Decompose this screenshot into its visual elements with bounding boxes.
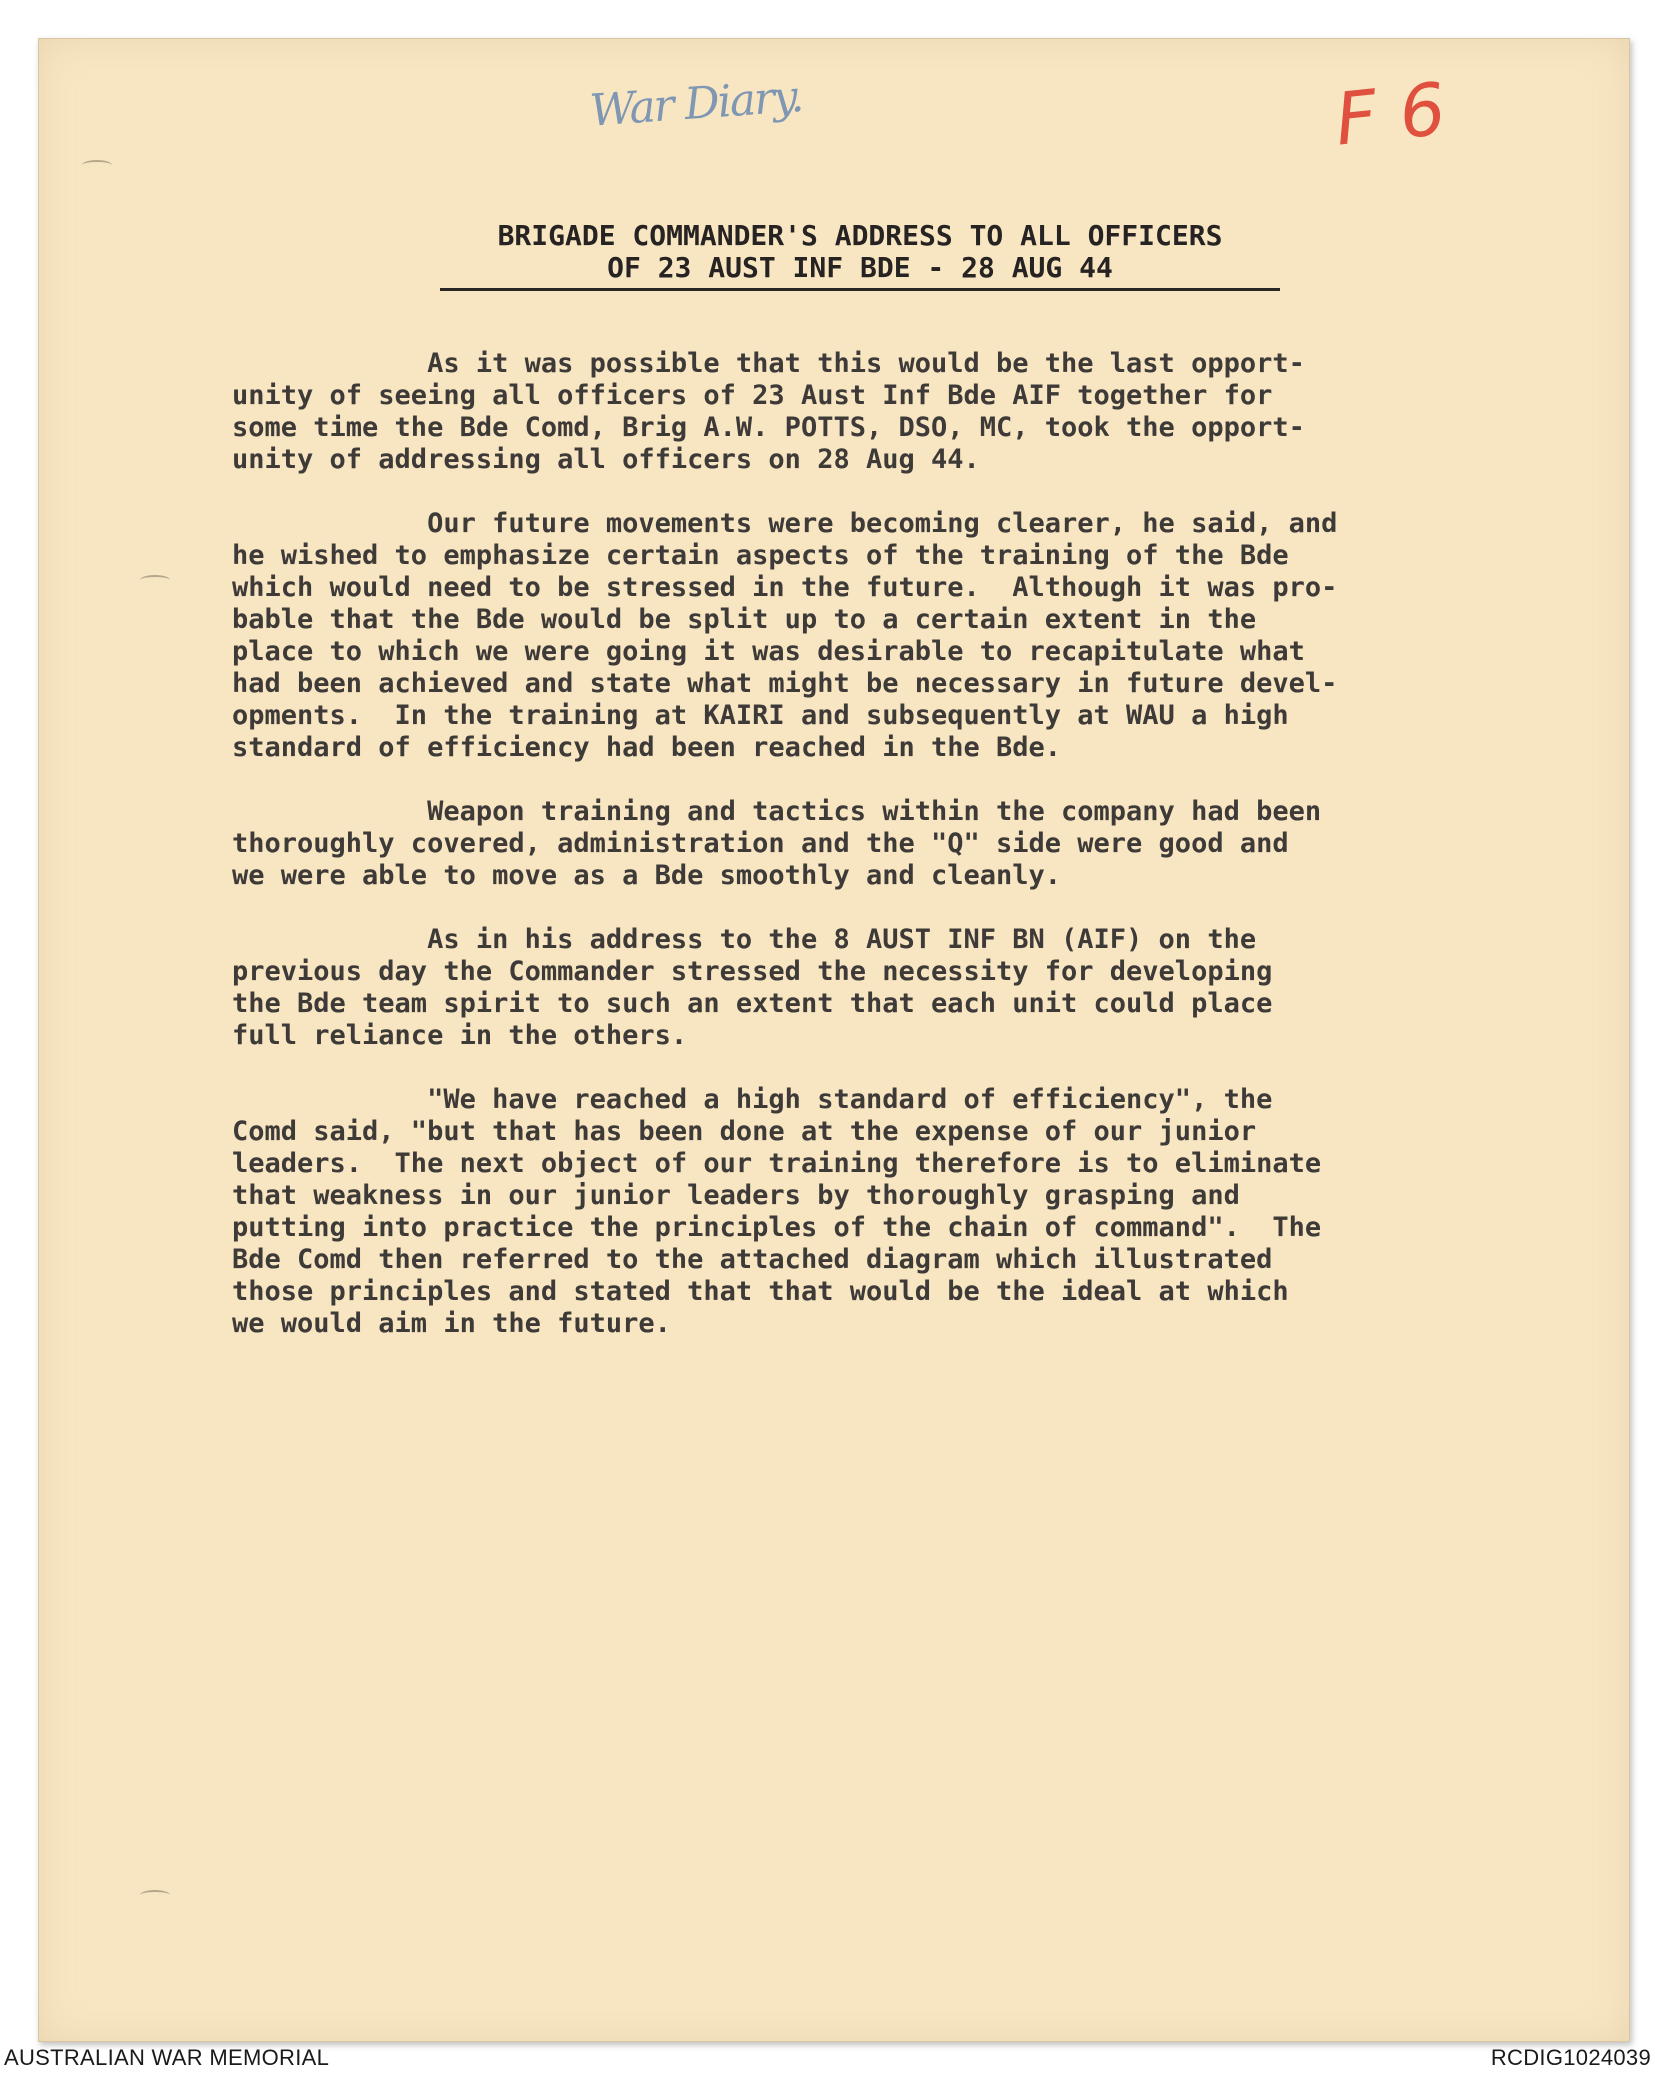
heading-line-1: BRIGADE COMMANDER'S ADDRESS TO ALL OFFICERS [497, 219, 1223, 252]
footer-source: AUSTRALIAN WAR MEMORIAL [4, 2045, 330, 2070]
paragraph-5: "We have reached a high standard of efficiency", the Comd said, "but that has been done at the expense of our junior leaders. The next object of our training therefore is to eliminate that weakness in our junior leaders by thoroughly grasping and putting into practice the principles of the chain of command". The Bde Comd then referred to the attached diagram which illustrated those principles and stated that that would be the ideal at which we would aim in the future. [232, 1084, 1322, 1339]
footer-id: RCDIG1024039 [1490, 2045, 1651, 2070]
paragraph-3: Weapon training and tactics within the company had been thoroughly covered, administration and the "Q" side were good and we were able to move as a Bde smoothly and cleanly. [232, 796, 1322, 891]
binder-mark-middle [140, 575, 170, 585]
binder-mark-top [82, 160, 112, 170]
heading-line-2: OF 23 AUST INF BDE - 28 AUG 44 [440, 252, 1280, 291]
binder-mark-bottom [140, 1890, 170, 1900]
handwritten-annotation: War Diary. [588, 71, 804, 137]
paragraph-1: As it was possible that this would be the last opport- unity of seeing all officers of 23 Aust Inf Bde AIF together for some time the Bde Comd, Brig A.W. POTTS, DSO, MC, took the opport- unity of addressing all officers on 28 Aug 44. [232, 348, 1305, 475]
document-heading [440, 220, 1280, 291]
paragraph-2: Our future movements were becoming clearer, he said, and he wished to emphasize certain aspects of the training of the Bde which would need to be stressed in the future. Although it was pro- bable that the Bde would be split up to a certain extent in the place to which we were going it was desirable to recapitulate what had been achieved and state what might be necessary in future devel- opments. In the training at KAIRI and subsequently at WAU a high standard of efficiency had been reached in the Bde. [232, 508, 1338, 763]
reference-mark: F 6 [1331, 66, 1450, 162]
paragraph-4: As in his address to the 8 AUST INF BN (AIF) on the previous day the Commander stressed the necessity for developing the Bde team spirit to such an extent that each unit could place full reliance in the others. [232, 924, 1273, 1051]
document-body [232, 348, 1572, 1372]
